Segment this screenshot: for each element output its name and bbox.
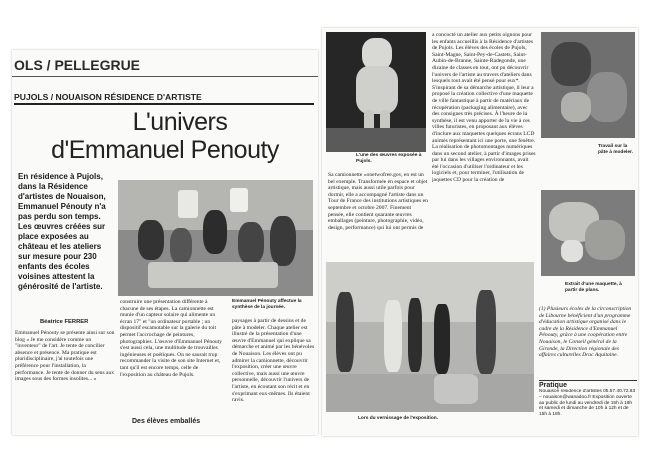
- sculpture-photo-caption: L'une des œuvres exposée à Pujols.: [356, 153, 422, 164]
- info-text: Nouaison résidence d'artistes 05.57.40.72.83 – nouaison@wanadoo.fr Exposition ouverte au public de lundi au vendredi de 15h à 18h et samedi et dimanche de 10h à 12h et de 15h à 18h.: [539, 389, 636, 418]
- left-column-1: Emmanuel Pénouty se présente ainsi sur son blog « Je me considère comme un "inventeur" de l'art. Je tente de concilier absence et présence. Ma pratique est pluridisciplinaire, j'ai toutefois une préférence pour l'installation, la performance. Je tente de donner du sens aux images sous des formes insolites... »: [15, 330, 115, 383]
- model-photo-caption: Extrait d'une maquette, à partir de plans.: [565, 282, 622, 293]
- byline: Béatrice FERRER: [40, 319, 89, 325]
- opening-photo: [326, 262, 534, 412]
- section-header: [12, 56, 318, 77]
- opening-photo-caption: Lors du vernissage de l'exposition.: [358, 416, 439, 421]
- footnote: (1) Plusieurs écoles de la circonscription de Libourne bénéficient d'un programme d'éducation artistique organisé dans le cadre de la Résidence d'Emmanuel Pénouty, grâce à une coopération entre Nouaison, le Conseil général de la Gironde, la Direction régionale des affaires culturelles Drac Aquitaine.: [539, 306, 632, 359]
- section-header-text: OLS / PELLEGRUE: [14, 57, 141, 73]
- kicker: PUJOLS / NOUAISON RÉSIDENCE D'ARTISTE: [14, 92, 314, 105]
- right-column-a: Sa camionnette »onetwofree.gov, en est un bel exemple. Transformée en espace et objet artistique, mais aussi utile parfois pour dormir, elle a accompagné l'artiste dans un Tour de France des institutions artistiques en septembre et octobre 2007. Finement pensée, elle contient quarante œuvres emballages (peinture, photographie, vidéo, design, performance) qui lui ont permis de: [328, 172, 428, 231]
- info-box: [539, 380, 637, 433]
- left-column-3: paysages à partir de dessins et de pâte à modeler. Chaque atelier est illustré de la présentation d'une œuvre d'Emmanuel qui explique sa démarche et animé par les bénévoles de Nouaison. Les élèves ont pu admirer la camionnette, découvrir l'exposition, créer une œuvre collective, mais aussi une œuvre personnelle, découvrir l'univers de l'artiste, en écoutant son récit et en s'exprimant eux-mêmes. Ils étaient ravis.: [232, 318, 315, 404]
- sculpture-photo: [326, 32, 426, 152]
- headline: [14, 108, 316, 164]
- subhead: Des élèves emballés: [132, 418, 201, 425]
- clay-work-caption: Travail sur la pâte à modeler.: [598, 144, 633, 155]
- headline-line-2: d'Emmanuel Penouty: [51, 136, 279, 164]
- workshop-photo-caption: Emmanuel Pénouty affectue la synthèse de la journée.: [232, 299, 302, 310]
- headline-line-1: L'univers: [132, 108, 228, 136]
- clay-work-photo: [541, 32, 635, 138]
- workshop-photo: [118, 180, 313, 296]
- info-title: Pratique: [539, 382, 568, 389]
- model-photo: [541, 190, 635, 276]
- right-column-b: a concocté un atelier aux petits oignons pour les enfants accueillis à la Résidence d'artistes de Pujols. Les élèves des écoles de Pujols, Saint-Magne, Saint-Pey-de-Castets, Saint-Aubin-de-Branne, Sainte-Radegonde, une dizaine de classes en tout, ont pu découvrir l'univers de l'artiste au travers d'ateliers dans lesquels tout avait été pensé pour eux*. S'inspirant de sa démarche artistique, il leur a proposé la création collective d'une maquette de ville fantastique à partir de matériaux de récupération (packaging alimentaire), avec des consignes très précises. À l'heure de la synthèse, il est venu apporter de la vie à ces villes futuristes, en proposant aux élèves d'inclure aux maquettes quelques écrans LCD animés représentant ici une porte, une fenêtre. La réalisation de photomontages numériques dans un second atelier, à partir d'images prises par lui dans les villages environnants, avait été l'occasion d'utiliser l'ordinateur et les logiciels et, pour terminer, l'utilisation de jaquettes CD pour la création de: [432, 32, 536, 184]
- lead-paragraph: En résidence à Pujols, dans la Résidence d'artistes de Nouaison, Emmanuel Pénouty n'a pas perdu son temps. Les œuvres créées sur place exposées au château et les ateliers sur mesure pour 230 enfants des écoles voisines attestent la générosité de l'artiste.: [18, 172, 106, 291]
- left-column-2: construire une présentation différente à chacune de ses étapes. La camionnette est munie d'un capteur solaire qui alimente un écran 17" et "un ordinateur portable ; un dispositif escamotable sur la galerie du toit permet l'accrochage de peintures, photographies. L'œuvre d'Emmanuel Pénouty s'est aussi cela, une multitude de trouvailles ingénieuses et poétiques. On ne saurait trop recommander la visite de son site Internet et, tant qu'il est encore temps, celle de l'exposition au château de Pujols.: [120, 299, 223, 378]
